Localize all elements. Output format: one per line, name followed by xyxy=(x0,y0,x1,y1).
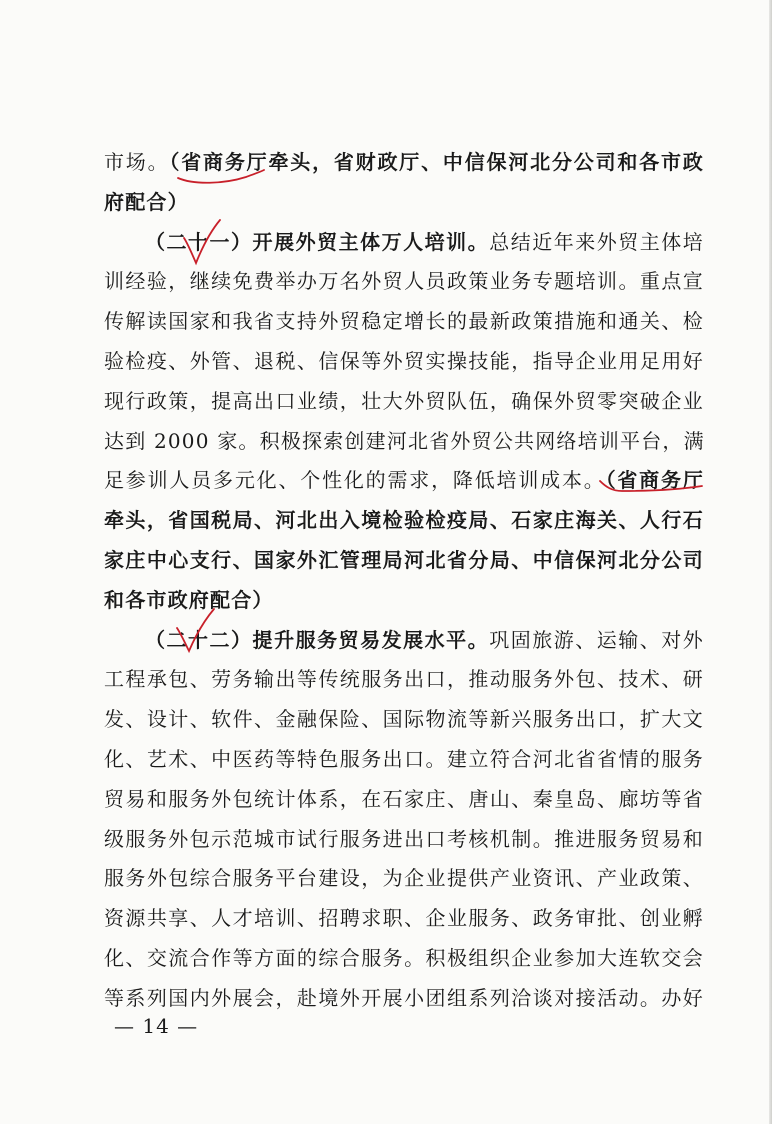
text-line xyxy=(104,143,704,183)
page-number: — 14 — xyxy=(114,1014,199,1038)
text-run: 现行政策，提高出口业绩，壮大外贸队伍，确保外贸零突破企业 xyxy=(104,388,704,413)
text-run: 化、艺术、中医药等特色服务出口。建立符合河北省省情的服务 xyxy=(104,746,704,771)
text-run: 总结近年来外贸主体培 xyxy=(489,229,705,254)
text-line xyxy=(104,740,704,780)
text-run: 发、设计、软件、金融保险、国际物流等新兴服务出口，扩大文 xyxy=(104,707,704,732)
text-line xyxy=(104,979,704,1019)
text-run: 服务外包综合服务平台建设，为企业提供产业资讯、产业政策、 xyxy=(104,866,704,891)
text-run: 验检疫、外管、退税、信保等外贸实操技能，指导企业用足用好 xyxy=(104,348,704,373)
text-run: 级服务外包示范城市试行服务进出口考核机制。推进服务贸易和 xyxy=(104,826,704,851)
text-line xyxy=(104,262,704,302)
document-body xyxy=(104,143,704,1019)
bold-text-run: （省商务厅牵头，省财政厅、中信保河北分公司和各市政 xyxy=(169,150,704,174)
text-line xyxy=(104,382,704,422)
text-run: 化、交流合作等方面的综合服务。积极组织企业参加大连软交会 xyxy=(104,945,704,970)
text-run: 达到 2000 家。积极探索创建河北省外贸公共网络培训平台，满 xyxy=(104,428,705,453)
text-run: 贸易和服务外包统计体系，在石家庄、唐山、秦皇岛、廊坊等省 xyxy=(104,786,704,811)
text-line xyxy=(104,939,704,979)
text-run: 工程承包、劳务输出等传统服务出口，推动服务外包、技术、研 xyxy=(104,667,704,692)
text-run: 等系列国内外展会，赴境外开展小团组系列洽谈对接活动。办好 xyxy=(104,985,704,1010)
text-run: 传解读国家和我省支持外贸稳定增长的最新政策措施和通关、检 xyxy=(104,309,704,334)
text-line xyxy=(104,780,704,820)
text-run: 巩固旅游、运输、对外 xyxy=(489,627,705,652)
text-run: 足参训人员多元化、个性化的需求，降低培训成本。 xyxy=(104,468,606,493)
text-line xyxy=(104,581,704,621)
text-line xyxy=(104,859,704,899)
bold-text-run: 和各市政府配合） xyxy=(104,587,274,612)
text-run: 资源共享、人才培训、招聘求职、企业服务、政务审批、创业孵 xyxy=(104,906,704,931)
bold-text-run: 牵头，省国税局、河北出入境检验检疫局、石家庄海关、人行石 xyxy=(104,508,704,533)
text-line xyxy=(104,422,704,462)
bold-text-run: 家庄中心支行、国家外汇管理局河北省分局、中信保河北分公司 xyxy=(104,547,704,572)
text-line xyxy=(104,700,704,740)
text-line xyxy=(104,621,704,661)
text-line xyxy=(104,461,704,501)
bold-text-run: （二十一）开展外贸主体万人培训。 xyxy=(145,229,490,254)
bold-text-run: 府配合） xyxy=(104,189,189,214)
text-line xyxy=(104,183,704,223)
text-line xyxy=(104,342,704,382)
bold-text-run: （省商务厅 xyxy=(605,468,704,493)
text-run: 训经验，继续免费举办万名外贸人员政策业务专题培训。重点宣 xyxy=(104,269,704,294)
text-line xyxy=(104,223,704,263)
text-line xyxy=(104,820,704,860)
text-line xyxy=(104,501,704,541)
text-line xyxy=(104,541,704,581)
text-line xyxy=(104,660,704,700)
bold-text-run: （二十二）提升服务贸易发展水平。 xyxy=(145,627,490,652)
text-line xyxy=(104,302,704,342)
text-line xyxy=(104,899,704,939)
text-run: 市场。 xyxy=(104,150,170,174)
